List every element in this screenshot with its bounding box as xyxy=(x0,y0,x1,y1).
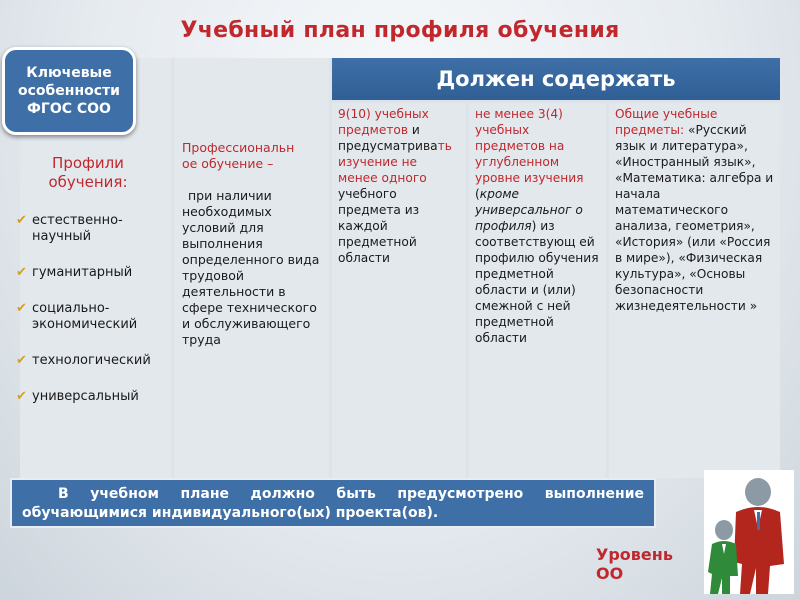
checkmark-icon: ✔ xyxy=(16,265,27,280)
cell-subjects-count-text: 9(10) учебных предметов и предусматривать изучение не менее одного учебного предмета из каждой предметной области xyxy=(338,107,452,265)
key-features-badge: Ключевые особенности ФГОС СОО xyxy=(2,47,136,135)
list-item: ✔ технологический xyxy=(16,353,151,368)
profiles-title: Профили обучения: xyxy=(48,154,128,191)
checkmark-icon: ✔ xyxy=(16,389,27,404)
project-requirement-box: В учебном плане должно быть предусмотрено выполнение обучающимися индивидуального(ых) проекта(ов). xyxy=(10,478,656,528)
column-advanced-level xyxy=(469,103,606,478)
business-figures-icon xyxy=(700,468,796,596)
level-label: Уровень ОО xyxy=(596,545,673,583)
list-item: ✔ универсальный xyxy=(16,389,139,404)
checkmark-icon: ✔ xyxy=(16,353,27,368)
page-title: Учебный план профиля обучения xyxy=(180,18,620,43)
column-general-subjects xyxy=(609,103,780,478)
cell-advanced-level-text: не менее 3(4) учебных предметов на углубленном уровне изучения (кроме универсальног о профиля) из соответствующ ей профилю обучения предметной области и (или) смежной с ней предметной области xyxy=(475,107,599,345)
list-item: ✔ естественно- научный xyxy=(16,213,123,244)
profiles-list xyxy=(16,213,171,425)
must-contain-header: Должен содержать xyxy=(332,58,780,100)
checkmark-icon: ✔ xyxy=(16,301,27,316)
professional-training-text: Профессиональн ое обучение – при наличии необходимых условий для выполнения определенного вида трудовой деятельности в сфере технического и обслуживающего труда xyxy=(182,140,320,347)
column-subjects-count xyxy=(332,103,466,478)
list-item: ✔ гуманитарный xyxy=(16,265,133,280)
cell-general-subjects-text: Общие учебные предметы: «Русский язык и литература», «Иностранный язык», «Математика: алгебра и начала математического анализа, геометрия», «История» (или «Россия в мире»), «Физическая культура», «Основы безопасности жизнедеятельности » xyxy=(615,107,774,313)
list-item: ✔ социально- экономический xyxy=(16,301,138,332)
checkmark-icon: ✔ xyxy=(16,213,27,228)
